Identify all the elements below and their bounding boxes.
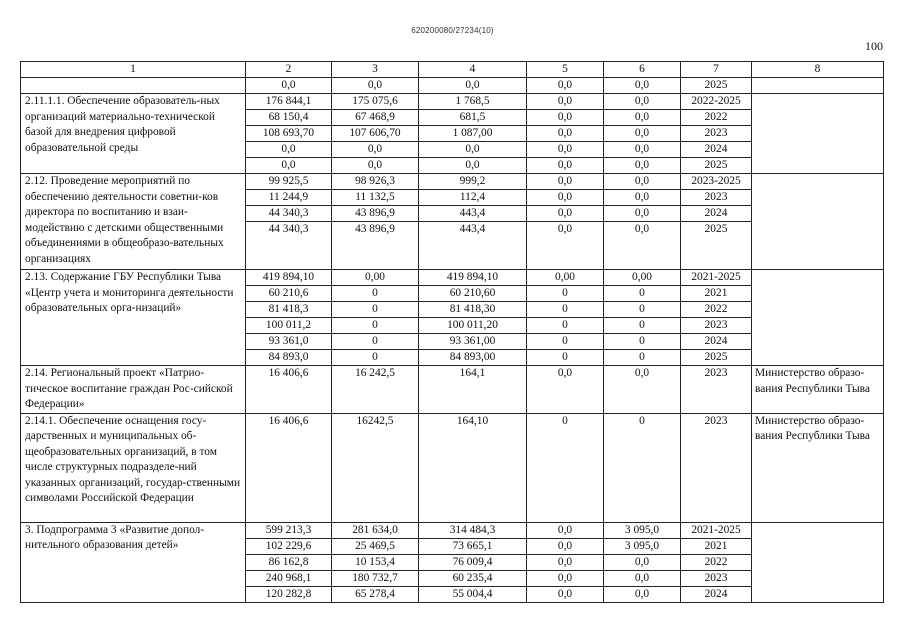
table-cell: 16 406,6	[246, 413, 332, 522]
table-cell: 0,0	[527, 222, 604, 270]
table-cell: 2022	[681, 554, 752, 570]
table-cell: 11 132,5	[332, 190, 419, 206]
column-header-1: 1	[21, 62, 246, 78]
table-cell: 0	[527, 302, 604, 318]
table-cell: 2022-2025	[681, 94, 752, 110]
table-row	[21, 78, 884, 94]
table-cell: 599 213,3	[246, 522, 332, 538]
table-cell: 2024	[681, 586, 752, 602]
table-cell: 2021-2025	[681, 522, 752, 538]
table-cell: 108 693,70	[246, 126, 332, 142]
table-cell: 0	[527, 413, 604, 522]
table-cell: 10 153,4	[332, 554, 419, 570]
table-cell: 2023	[681, 570, 752, 586]
responsible-executor	[752, 174, 884, 270]
table-cell: 86 162,8	[246, 554, 332, 570]
table-cell: 2024	[681, 206, 752, 222]
table-cell: 0	[604, 350, 681, 366]
table-cell: 0,0	[604, 570, 681, 586]
table-cell: 2022	[681, 302, 752, 318]
table-cell: 25 469,5	[332, 538, 419, 554]
table-cell: 84 893,0	[246, 350, 332, 366]
table-cell: 55 004,4	[419, 586, 527, 602]
table-cell: 0,0	[246, 78, 332, 94]
table-cell: 0,0	[527, 78, 604, 94]
table-cell: 100 011,2	[246, 318, 332, 334]
table-cell: 0	[527, 350, 604, 366]
column-header-8: 8	[752, 62, 884, 78]
table-cell: 0,0	[527, 142, 604, 158]
table-cell: 0	[604, 318, 681, 334]
table-cell: 176 844,1	[246, 94, 332, 110]
table-cell: 2024	[681, 142, 752, 158]
table-cell: 0,0	[332, 158, 419, 174]
table-cell: 0,0	[246, 158, 332, 174]
page-number: 100	[865, 39, 883, 53]
table-cell: 240 968,1	[246, 570, 332, 586]
document-id: 620200080/27234(10)	[411, 26, 494, 35]
table-cell: 0,0	[604, 366, 681, 414]
table-cell: 2024	[681, 334, 752, 350]
table-cell: 0,0	[527, 206, 604, 222]
table-cell: 0,0	[419, 158, 527, 174]
table-cell: 98 926,3	[332, 174, 419, 190]
table-cell: 93 361,0	[246, 334, 332, 350]
table-cell: 11 244,9	[246, 190, 332, 206]
row-title: 2.12. Проведение мероприятий по обеспечению деятельности советни-ков директора по воспитанию и взаи-модействию с детскими общественными объединениями в общеобразо-вательных организациях	[21, 174, 246, 270]
column-header-4: 4	[419, 62, 527, 78]
table-cell: 1 087,00	[419, 126, 527, 142]
responsible-executor	[752, 94, 884, 174]
table-cell: 443,4	[419, 222, 527, 270]
table-cell: 44 340,3	[246, 222, 332, 270]
responsible-executor: Министерство образо-вания Республики Тыва	[752, 413, 884, 522]
table-cell: 0,00	[332, 270, 419, 286]
table-row	[21, 174, 884, 190]
table-cell: 93 361,00	[419, 334, 527, 350]
table-cell: 81 418,3	[246, 302, 332, 318]
table-cell: 2023	[681, 318, 752, 334]
table-cell: 0	[604, 334, 681, 350]
table-cell: 0,00	[527, 270, 604, 286]
table-cell: 0,0	[604, 126, 681, 142]
table-cell: 0,0	[604, 78, 681, 94]
row-title: 3. Подпрограмма 3 «Развитие допол-нительного образования детей»	[21, 522, 246, 602]
row-title: 2.11.1.1. Обеспечение образователь-ных организаций материально-технической базой для внедрения цифровой образовательной среды	[21, 94, 246, 174]
table-cell: 84 893,00	[419, 350, 527, 366]
table-cell: 0,0	[604, 222, 681, 270]
table-cell: 419 894,10	[419, 270, 527, 286]
table-cell: 102 229,6	[246, 538, 332, 554]
table-cell: 2025	[681, 158, 752, 174]
table-cell: 164,10	[419, 413, 527, 522]
table-cell: 44 340,3	[246, 206, 332, 222]
table-cell: 99 925,5	[246, 174, 332, 190]
table-cell: 0,0	[527, 366, 604, 414]
table-cell: 0	[332, 286, 419, 302]
table-cell: 2021	[681, 286, 752, 302]
row-title: 2.13. Содержание ГБУ Республики Тыва «Центр учета и мониторинга деятельности образовательных орга-низаций»	[21, 270, 246, 366]
table-cell	[21, 78, 246, 94]
table-cell: 443,4	[419, 206, 527, 222]
table-cell: 0,0	[527, 570, 604, 586]
table-cell: 1 768,5	[419, 94, 527, 110]
table-cell: 0,0	[527, 554, 604, 570]
table-cell: 0,0	[604, 206, 681, 222]
responsible-executor	[752, 270, 884, 366]
table-cell: 419 894,10	[246, 270, 332, 286]
table-cell: 0,0	[527, 110, 604, 126]
column-header-6: 6	[604, 62, 681, 78]
table-row	[21, 366, 884, 414]
table-cell: 0,0	[604, 174, 681, 190]
table-cell: 175 075,6	[332, 94, 419, 110]
table-cell: 281 634,0	[332, 522, 419, 538]
table-cell: 60 210,6	[246, 286, 332, 302]
table-cell: 0,0	[246, 142, 332, 158]
table-cell: 0	[332, 334, 419, 350]
table-cell: 2023	[681, 190, 752, 206]
table-cell: 0	[527, 318, 604, 334]
column-header-row	[21, 62, 884, 78]
table-cell: 0	[527, 334, 604, 350]
table-cell: 0,0	[527, 174, 604, 190]
responsible-executor	[752, 522, 884, 602]
table-cell: 0	[332, 318, 419, 334]
table-cell: 65 278,4	[332, 586, 419, 602]
table-cell: 0	[604, 413, 681, 522]
table-row	[21, 94, 884, 110]
table-cell: 999,2	[419, 174, 527, 190]
table-cell: 81 418,30	[419, 302, 527, 318]
column-header-3: 3	[332, 62, 419, 78]
table-cell: 2025	[681, 350, 752, 366]
table-cell: 0,0	[604, 110, 681, 126]
table-cell: 0	[332, 302, 419, 318]
table-cell: 76 009,4	[419, 554, 527, 570]
table-cell: 681,5	[419, 110, 527, 126]
table-cell: 0,0	[527, 190, 604, 206]
table-cell: 0,0	[527, 586, 604, 602]
table-cell: 43 896,9	[332, 222, 419, 270]
table-cell: 0,0	[604, 586, 681, 602]
table-cell: 100 011,20	[419, 318, 527, 334]
column-header-7: 7	[681, 62, 752, 78]
table-cell: 16242,5	[332, 413, 419, 522]
table-cell: 73 665,1	[419, 538, 527, 554]
table-cell: 0,0	[604, 142, 681, 158]
row-title: 2.14. Региональный проект «Патрио-тическое воспитание граждан Рос-сийской Федерации»	[21, 366, 246, 414]
table-cell: 60 235,4	[419, 570, 527, 586]
table-cell: 2025	[681, 222, 752, 270]
column-header-5: 5	[527, 62, 604, 78]
table-cell: 0	[527, 286, 604, 302]
table-cell: 0,0	[527, 94, 604, 110]
table-cell: 0	[604, 286, 681, 302]
table-cell: 2022	[681, 110, 752, 126]
table-cell: 0,00	[604, 270, 681, 286]
table-cell: 2023-2025	[681, 174, 752, 190]
table-cell: 0,0	[527, 522, 604, 538]
responsible-executor: Министерство образо-вания Республики Тыва	[752, 366, 884, 414]
table-cell: 0,0	[604, 554, 681, 570]
table-cell: 0,0	[604, 190, 681, 206]
table-cell: 0,0	[604, 158, 681, 174]
table-cell: 2025	[681, 78, 752, 94]
table-cell	[752, 78, 884, 94]
table-cell: 0,0	[419, 78, 527, 94]
table-cell: 68 150,4	[246, 110, 332, 126]
column-header-2: 2	[246, 62, 332, 78]
table-cell: 3 095,0	[604, 538, 681, 554]
table-cell: 164,1	[419, 366, 527, 414]
table-row	[21, 270, 884, 286]
table-cell: 16 406,6	[246, 366, 332, 414]
row-title: 2.14.1. Обеспечение оснащения госу-дарственных и муниципальных об-щеобразовательных организаций, в том числе структурных подразделе-ний указанных организаций, государ-ственными символами Российской Федерации	[21, 413, 246, 522]
table-cell: 0,0	[527, 126, 604, 142]
table-cell: 2021-2025	[681, 270, 752, 286]
table-cell: 0,0	[527, 158, 604, 174]
table-cell: 2023	[681, 366, 752, 414]
budget-table	[20, 61, 884, 603]
table-cell: 16 242,5	[332, 366, 419, 414]
table-cell: 3 095,0	[604, 522, 681, 538]
table-cell: 0	[604, 302, 681, 318]
table-cell: 67 468,9	[332, 110, 419, 126]
table-cell: 2023	[681, 413, 752, 522]
table-cell: 0,0	[604, 94, 681, 110]
table-cell: 0	[332, 350, 419, 366]
table-row	[21, 522, 884, 538]
table-row	[21, 413, 884, 522]
table-cell: 2023	[681, 126, 752, 142]
table-cell: 112,4	[419, 190, 527, 206]
table-cell: 0,0	[332, 78, 419, 94]
table-cell: 0,0	[419, 142, 527, 158]
table-cell: 43 896,9	[332, 206, 419, 222]
table-cell: 2021	[681, 538, 752, 554]
table-cell: 314 484,3	[419, 522, 527, 538]
table-cell: 0,0	[332, 142, 419, 158]
table-cell: 107 606,70	[332, 126, 419, 142]
table-cell: 0,0	[527, 538, 604, 554]
table-cell: 120 282,8	[246, 586, 332, 602]
table-cell: 180 732,7	[332, 570, 419, 586]
table-cell: 60 210,60	[419, 286, 527, 302]
